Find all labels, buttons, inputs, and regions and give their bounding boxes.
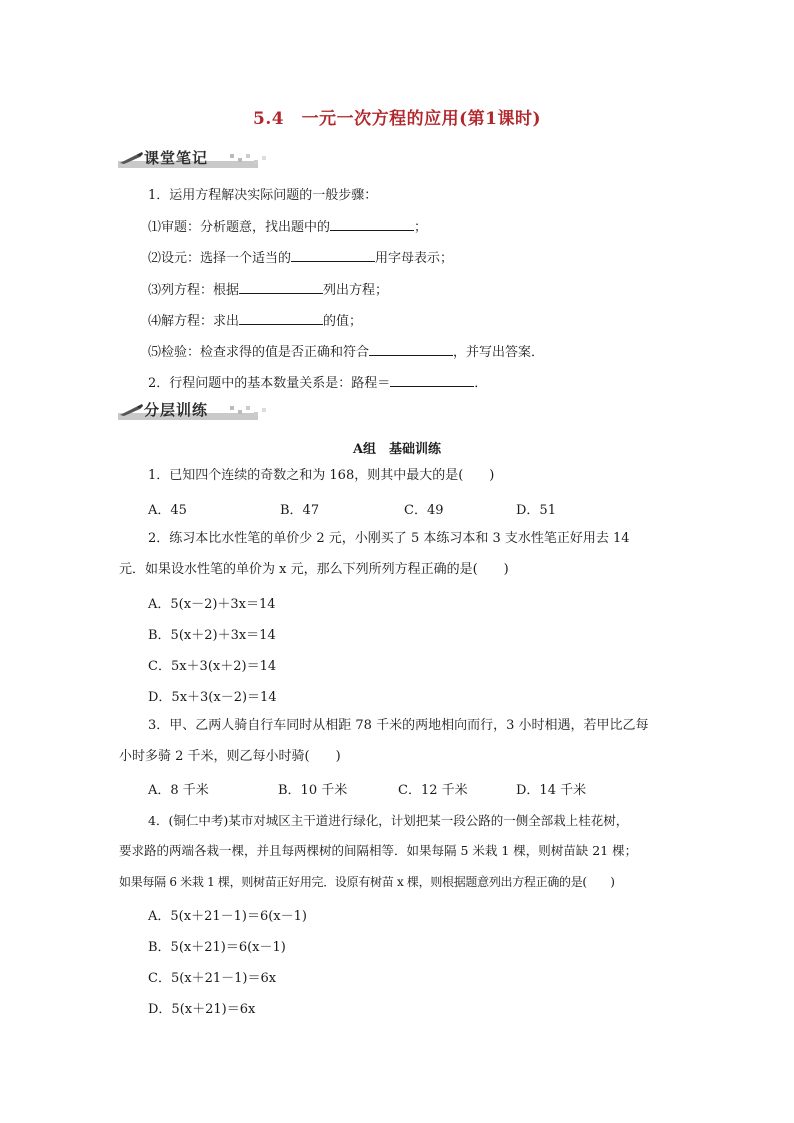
section-banner-practice (118, 400, 270, 422)
note-line-3: ⑵设元：选择一个适当的 用字母表示； (148, 248, 453, 268)
q1-option-c[interactable]: C．49 (404, 503, 444, 518)
q3-option-b[interactable]: B．10 千米 (278, 783, 348, 798)
section-banner-notes (118, 148, 270, 170)
fill-blank[interactable] (330, 217, 414, 231)
note-line-1: 1．运用方程解决实际问题的一般步骤： (148, 188, 378, 203)
question-4-stem-line-2: 要求路的两端各栽一棵，并且每两棵树的间隔相等．如果每隔 5 米栽 1 棵，则树苗缺 21 棵； (119, 843, 638, 858)
fill-blank[interactable] (291, 248, 375, 262)
q2-option-d[interactable]: D．5x＋3(x－2)＝14 (148, 690, 277, 705)
q2-option-c[interactable]: C．5x＋3(x＋2)＝14 (148, 659, 277, 674)
fill-blank[interactable] (239, 280, 323, 294)
q3-option-c[interactable]: C．12 千米 (398, 783, 468, 798)
q1-option-d[interactable]: D．51 (516, 503, 556, 518)
question-3-stem-line-2: 小时多骑 2 千米，则乙每小时骑( ) (119, 749, 341, 764)
group-heading: A组 基础训练 (352, 442, 442, 457)
question-3-stem-line-1: 3．甲、乙两人骑自行车同时从相距 78 千米的两地相向而行，3 小时相遇，若甲比乙每 (148, 718, 649, 733)
question-1-stem: 1．已知四个连续的奇数之和为 168，则其中最大的是( ) (148, 468, 495, 483)
q4-option-a[interactable]: A．5(x＋21－1)＝6(x－1) (148, 909, 307, 924)
q3-option-a[interactable]: A．8 千米 (148, 783, 209, 798)
question-4-stem-line-3: 如果每隔 6 米栽 1 棵，则树苗正好用完．设原有树苗 x 棵，则根据题意列出方程正确的是( ) (119, 875, 615, 889)
question-4-stem-line-1: 4．(铜仁中考)某市对城区主干道进行绿化，计划把某一段公路的一侧全部栽上桂花树， (148, 813, 629, 828)
q1-option-b[interactable]: B．47 (280, 503, 320, 518)
q4-option-c[interactable]: C．5(x＋21－1)＝6x (148, 971, 277, 986)
fill-blank[interactable] (369, 342, 453, 356)
fill-blank[interactable] (239, 311, 323, 325)
q4-option-b[interactable]: B．5(x＋21)＝6(x－1) (148, 940, 286, 955)
question-2-stem-line-2: 元．如果设水性笔的单价为 x 元，那么下列所列方程正确的是( ) (119, 562, 509, 577)
note-line-2: ⑴审题：分析题意，找出题中的 ； (148, 217, 427, 237)
section-label: 课堂笔记 (144, 149, 209, 167)
note-line-4: ⑶列方程：根据 列出方程； (148, 280, 388, 300)
note-line-7: 2．行程问题中的基本数量关系是：路程＝ ． (148, 373, 487, 393)
fill-blank[interactable] (390, 373, 474, 387)
q2-option-b[interactable]: B．5(x＋2)＋3x＝14 (148, 628, 276, 643)
page-title: 5.4 一元一次方程的应用(第1课时) (253, 109, 541, 129)
q1-option-a[interactable]: A．45 (148, 503, 187, 518)
note-line-6: ⑸检验：检查求得的值是否正确和符合 ，并写出答案． (148, 342, 544, 362)
q2-option-a[interactable]: A．5(x－2)＋3x＝14 (148, 597, 276, 612)
q3-option-d[interactable]: D．14 千米 (516, 783, 587, 798)
question-2-stem-line-1: 2．练习本比水性笔的单价少 2 元，小刚买了 5 本练习本和 3 支水性笔正好用去 14 (148, 531, 630, 546)
q4-option-d[interactable]: D．5(x＋21)＝6x (148, 1002, 256, 1017)
note-line-5: ⑷解方程：求出 的值； (148, 311, 362, 331)
section-label: 分层训练 (144, 401, 209, 419)
